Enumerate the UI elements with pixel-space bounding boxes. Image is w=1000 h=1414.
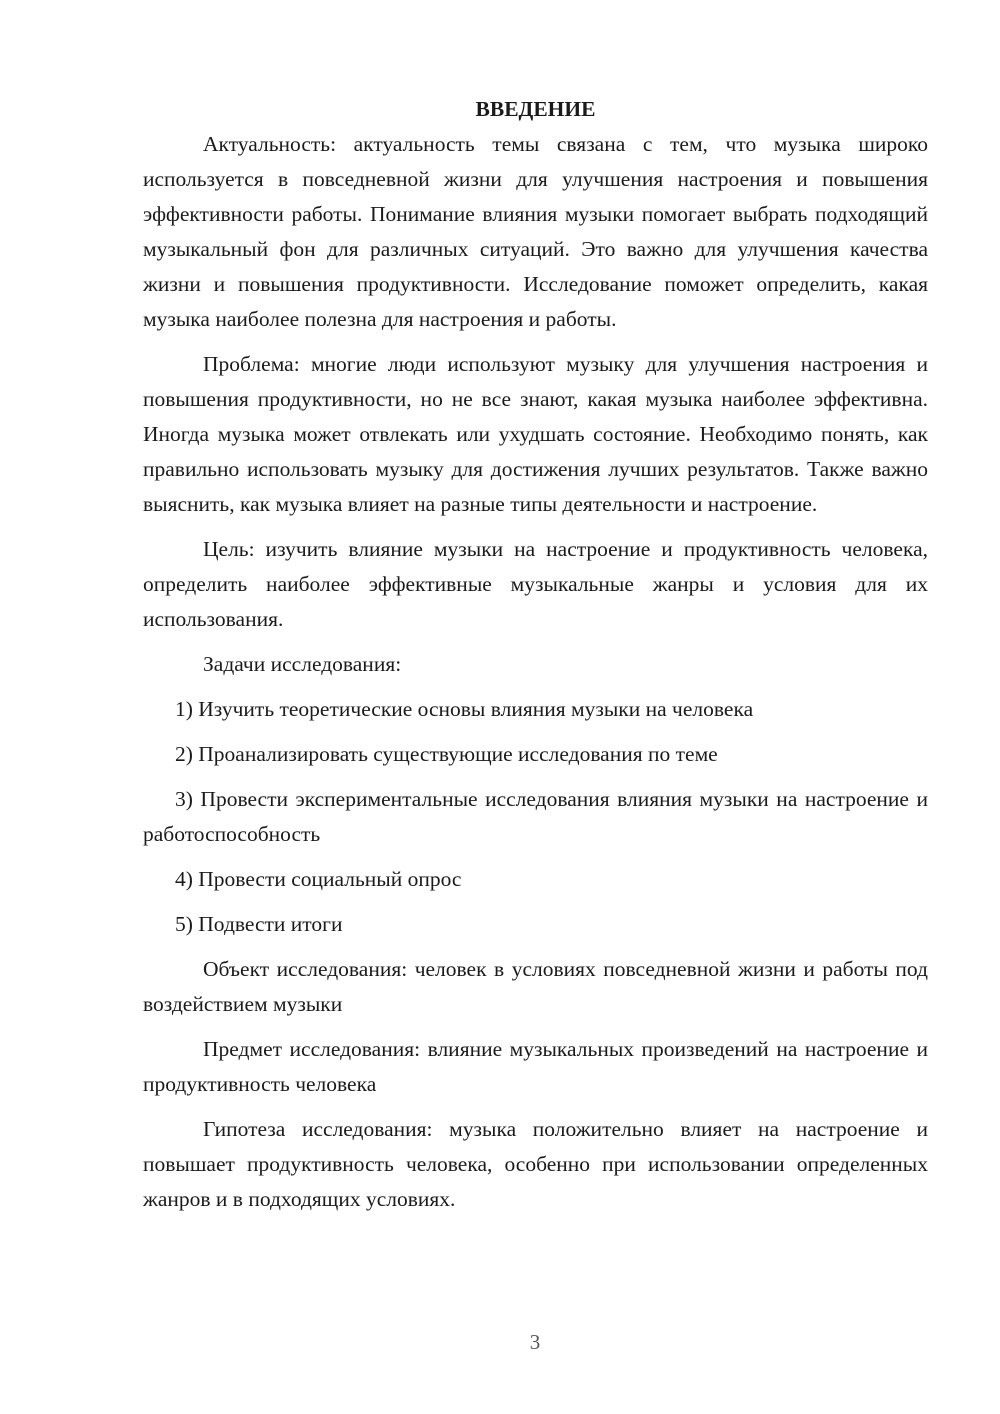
problem-paragraph: Проблема: многие люди используют музыку для улучшения настроения и повышения продуктивности, но не все знают, какая музыка наиболее эффективна. Иногда музыка может отвлекать или ухудшать состояние. Необходимо понять, как правильно использовать музыку для достижения лучших результатов. Также важно выяснить, как музыка влияет на разные типы деятельности и настроение. — [143, 352, 928, 516]
hypothesis-paragraph: Гипотеза исследования: музыка положительно влияет на настроение и повышает продуктивность человека, особенно при использовании определенных жанров и в подходящих условиях. — [143, 1117, 928, 1211]
task-item-1: 1) Изучить теоретические основы влияния музыки на человека — [175, 697, 754, 721]
relevance-paragraph: Актуальность: актуальность темы связана с тем, что музыка широко используется в повседневной жизни для улучшения настроения и повышения эффективности работы. Понимание влияния музыки помогает выбрать подходящий музыкальный фон для различных ситуаций. Это важно для улучшения качества жизни и повышения продуктивности. Исследование поможет определить, какая музыка наиболее полезна для настроения и работы. — [143, 132, 928, 331]
subject-paragraph: Предмет исследования: влияние музыкальных произведений на настроение и продуктивность человека — [143, 1037, 928, 1096]
task-item-4: 4) Провести социальный опрос — [175, 867, 462, 891]
task-item-2: 2) Проанализировать существующие исследования по теме — [175, 742, 718, 766]
page-title: ВВЕДЕНИЕ — [475, 97, 596, 121]
task-item-5: 5) Подвести итоги — [175, 912, 343, 936]
goal-paragraph: Цель: изучить влияние музыки на настроение и продуктивность человека, определить наиболее эффективные музыкальные жанры и условия для их использования. — [143, 537, 928, 631]
document-page — [143, 92, 928, 1227]
tasks-heading: Задачи исследования: — [203, 652, 402, 676]
object-paragraph: Объект исследования: человек в условиях повседневной жизни и работы под воздействием музыки — [143, 957, 928, 1016]
task-item-3: 3) Провести экспериментальные исследования влияния музыки на настроение и работоспособность — [143, 787, 928, 846]
page-number: 3 — [529, 1330, 541, 1354]
